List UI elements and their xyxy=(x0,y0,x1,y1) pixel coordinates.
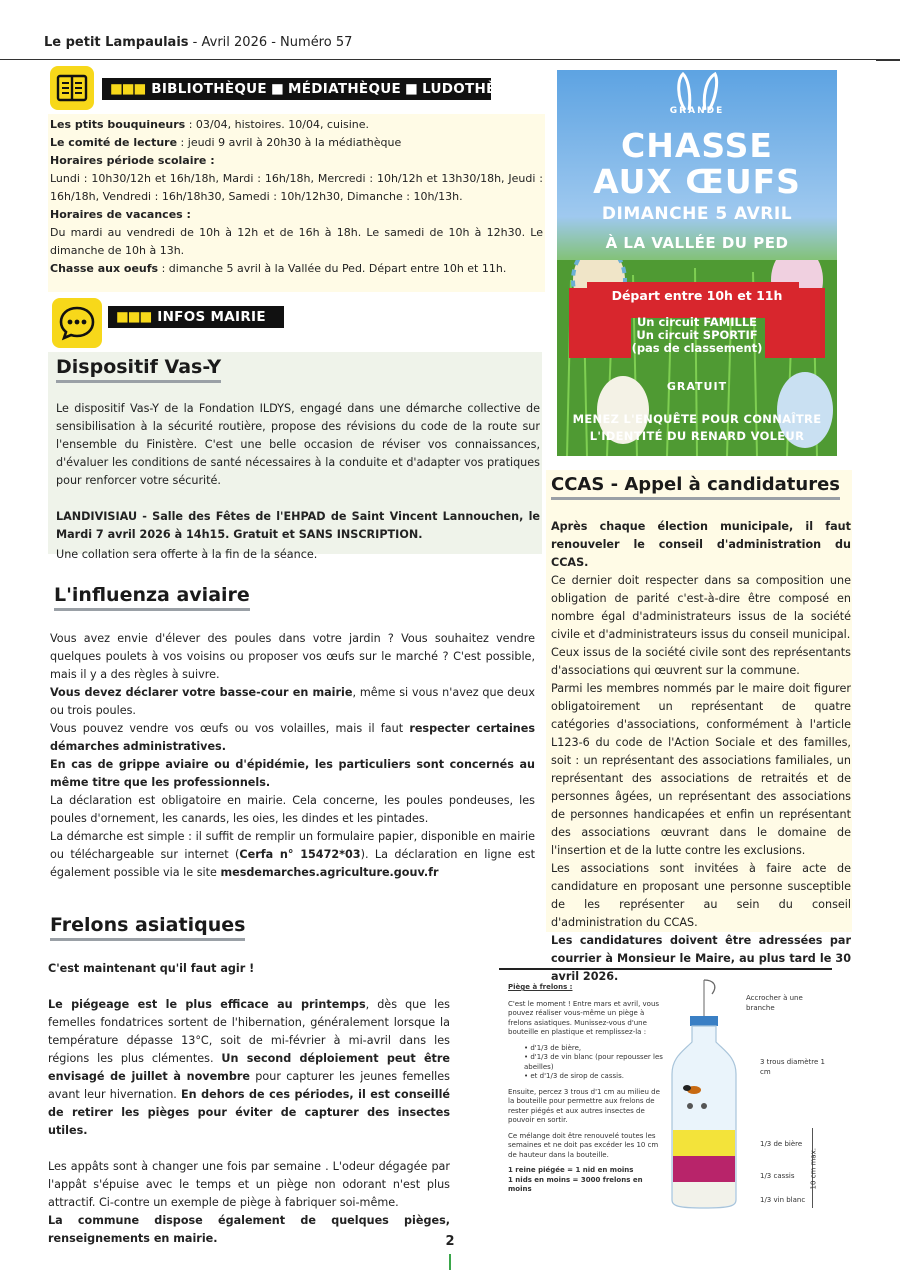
trap-label-wine: 1/3 vin blanc xyxy=(760,1196,806,1204)
frelons-p1 xyxy=(48,996,450,1140)
poster-circuit-sport: Un circuit SPORTIF xyxy=(636,328,758,342)
book-icon xyxy=(50,66,94,110)
holiday-hours-text: Du mardi au vendredi de 10h à 12h et de 16h à 18h. Le samedi de 10h à 12h30. Le dimanche de 10h à 13h. xyxy=(50,226,543,257)
influenza-p4: En cas de grippe aviaire ou d'épidémie, les particuliers sont concernés au même titre que les professionnels. xyxy=(50,758,535,789)
poster-small: GRANDE xyxy=(669,106,725,116)
frelons-p3: La commune dispose également de quelques pièges, renseignements en mairie. xyxy=(48,1214,450,1245)
school-hours-label: Horaires période scolaire : xyxy=(50,154,215,167)
trap-rule xyxy=(499,968,832,970)
trap-intro: C'est le moment ! Entre mars et avril, vous pouvez réaliser vous-même un piège à frelons asiatiques. Munissez-vous d'une bouteille en plastique et remplissez-la : xyxy=(508,999,660,1036)
trap-p4a: 1 reine piégée = 1 nid en moins xyxy=(508,1166,634,1174)
vas-y-event: LANDIVISIAU - Salle des Fêtes de l'EHPAD de Saint Vincent Lannouchen, le Mardi 7 avril 2026 à 14h15. Gratuit et SANS INSCRIPTION. xyxy=(56,510,540,541)
trap-item-2: • d'1/3 de vin blanc (pour repousser les abeilles) xyxy=(524,1053,663,1071)
influenza-p6-c: ). La déclaration en ligne est également possible via le site xyxy=(50,848,536,879)
cerfa-number: Cerfa n° 15472*03 xyxy=(239,848,361,861)
frelons-title: Frelons asiatiques xyxy=(50,914,245,941)
ccas-title-wrap xyxy=(551,474,840,500)
trap-item-2-text: d'1/3 de vin blanc (pour repousser les abeilles) xyxy=(524,1053,663,1071)
comite-label: Le comité de lecture xyxy=(50,136,178,149)
poster-place: À LA VALLÉE DU PED xyxy=(605,234,789,252)
trap-label-beer: 1/3 de bière xyxy=(760,1140,803,1148)
ccas-p1: Après chaque élection municipale, il faut renouveler le conseil d'administration du CCAS. xyxy=(551,520,851,569)
frelons-p1-b: , dès que les femelles fondatrices sortent de l'hibernation, généralement lorsque la température dépasse 13°C, soit de mi-février à mi-avril dans les régions les plus clémentes. xyxy=(48,998,450,1065)
trap-p3: Ce mélange doit être renouvelé toutes les semaines et ne doit pas excéder les 10 cm de hauteur dans la bouteille. xyxy=(508,1131,659,1159)
frelons-p2: Les appâts sont à changer une fois par semaine . L'odeur dégagée par l'appât s'épuise avec le temps et un piège non odorant n'est plus attractif. Ci-contre un exemple de piège à fabriquer soi-même. xyxy=(48,1160,450,1209)
influenza-p3-text: Vous pouvez vendre vos œufs ou vos volailles, mais il faut xyxy=(50,722,410,735)
bottle-illustration xyxy=(664,978,744,1210)
trap-p2: Ensuite, percez 3 trous d'1 cm au milieu de la bouteille pour permettre aux frelons de rester piégés et aux autres insectes de pouvoir en sortir. xyxy=(508,1087,660,1124)
influenza-p6 xyxy=(50,828,535,882)
ccas-p5: Les associations sont invitées à faire acte de candidature en proposant une personne susceptible de les représenter au sein du conseil d'administration du CCAS. xyxy=(551,862,851,929)
library-content xyxy=(50,116,543,278)
influenza-p2 xyxy=(50,684,535,720)
publication-name: Le petit Lampaulais xyxy=(44,35,189,50)
influenza-p6-a: La démarche est simple : il suffit de remplir un formulaire papier, disponible en mairie ou téléchargeable sur internet ( xyxy=(50,830,535,861)
page-number-mark xyxy=(449,1254,451,1270)
ccas-p4: Parmi les membres nommés par le maire doit figurer obligatoirement un représentant de quatre catégories d'associations, conformément à l'article L123-6 du code de l'Action Sociale et des familles, soit : un représentant des associations familiales, un représentant des associations de retraités et de personnes âgées, un représentant des associations de personnes handicapées et enfin un représentant des associations œuvrant dans le domaine de l'insertion et de la lutte contre les exclusions. xyxy=(551,682,851,857)
influenza-content xyxy=(50,630,535,882)
frelons-p1-a: Le piégeage est le plus efficace au printemps xyxy=(48,998,366,1011)
vas-y-intro: Le dispositif Vas-Y de la Fondation ILDYS, engagé dans une démarche collective de sensibilisation à la sécurité routière, propose des révisions du code de la route sur l'ensemble du Finistère. C'est une belle occasion de réviser vos connaissances, d'évaluer les conditions de santé nécessaires à la conduite et d'adapter vos pratiques pour renforcer votre sécurité. xyxy=(56,402,540,487)
frelons-p1-d: pour capturer les jeunes femelles avant leur hivernation. xyxy=(48,1070,450,1101)
ccas-p3: Ceux issus de la société civile sont des représentants d'associations qui œuvrent sur la commune. xyxy=(551,646,851,677)
poster-gratuit: GRATUIT xyxy=(666,380,728,393)
influenza-p3-bold: respecter certaines démarches administratives. xyxy=(50,722,535,753)
poster-circuit-family: Un circuit FAMILLE xyxy=(636,315,758,329)
influenza-title: L'influenza aviaire xyxy=(54,584,250,611)
banner-bibliotheque: BIBLIOTHÈQUE xyxy=(151,81,267,97)
banner-ludotheque: LUDOTHÈQUE xyxy=(422,81,529,97)
poster-enquete-1: MENEZ L'ENQUÊTE POUR CONNAÎTRE xyxy=(572,412,822,426)
comite-text: : jeudi 9 avril à 20h30 à la médiathèque xyxy=(177,136,402,149)
influenza-p5: La déclaration est obligatoire en mairie. Cela concerne, les poules pondeuses, les poules d'ornement, les canards, les oies, les dindes et les pintades. xyxy=(50,794,535,825)
frelons-content xyxy=(48,960,450,1248)
school-hours-text: Lundi : 10h30/12h et 16h/18h, Mardi : 16h/18h, Mercredi : 10h/12h et 13h30/18h, Jeudi : 16h/18h, Vendredi : 16h/18h30, Samedi : 10h/12h30, Dimanche : 10h/13h. xyxy=(50,172,543,203)
holiday-hours-label: Horaires de vacances : xyxy=(50,208,191,221)
trap-instructions xyxy=(508,983,666,1195)
trap-p4b: 1 nids en moins = 3000 frelons en moins xyxy=(508,1175,643,1193)
egg-hunt-label: Chasse aux oeufs xyxy=(50,262,159,275)
trap-item-3: • et d'1/3 de sirop de cassis. xyxy=(524,1072,624,1080)
ccas-title: CCAS - Appel à candidatures xyxy=(551,474,840,500)
bouquineurs-text: : 03/04, histoires. 10/04, cuisine. xyxy=(185,118,370,131)
trap-item-1-text: d'1/3 de bière, xyxy=(530,1043,582,1052)
trap-label-holes: 3 trous diamètre 1 cm xyxy=(760,1058,825,1076)
trap-item-1: • d'1/3 de bière, xyxy=(524,1043,582,1052)
influenza-p3 xyxy=(50,720,535,756)
mairie-banner: ■■■ INFOS MAIRIE xyxy=(108,306,284,328)
poster-date: DIMANCHE 5 AVRIL xyxy=(601,204,793,224)
poster-depart: Départ entre 10h et 11h xyxy=(611,288,783,303)
trap-item-3-text: et d'1/3 de sirop de cassis. xyxy=(530,1072,624,1080)
vas-y-content xyxy=(56,400,540,564)
header-rule xyxy=(0,59,900,60)
mairie-banner-label: INFOS MAIRIE xyxy=(157,309,266,325)
vas-y-title-wrap xyxy=(56,356,221,383)
bouquineurs-label: Les ptits bouquineurs xyxy=(50,118,186,131)
running-header xyxy=(44,35,352,50)
trap-heading: Piège à frelons : xyxy=(508,983,573,991)
trap-label-cassis: 1/3 cassis xyxy=(760,1172,795,1180)
frelons-p1-c: Un second déploiement peut être envisagé de juillet à novembre xyxy=(48,1052,450,1083)
header-rule-accent xyxy=(876,59,900,61)
website-link[interactable]: mesdemarches.agriculture.gouv.fr xyxy=(220,866,439,879)
poster-enquete-2: L'IDENTITÉ DU RENARD VOLEUR xyxy=(589,429,805,443)
library-banner: ■■■ BIBLIOTHÈQUE ■ MÉDIATHÈQUE ■ LUDOTHÈQUE xyxy=(102,78,491,100)
ccas-content xyxy=(551,518,851,986)
frelons-title-wrap xyxy=(50,914,245,941)
issue-info: - Avril 2026 - Numéro 57 xyxy=(192,35,353,50)
speech-bubble-icon xyxy=(52,298,102,348)
ccas-p6: Les candidatures doivent être adressées par courrier à Monsieur le Maire, au plus tard le 30 avril 2026. xyxy=(551,934,851,983)
ccas-p2: Ce dernier doit respecter dans sa composition une obligation de parité c'est-à-dire être composé en nombre égal d'administrateurs issus de la société civile et d'administrateurs issus du conseil municipal. xyxy=(551,574,851,641)
poster-title-line1: CHASSE xyxy=(621,126,773,165)
influenza-title-wrap xyxy=(54,584,250,611)
trap-label-hang: Accrocher à une branche xyxy=(746,994,803,1012)
influenza-p1: Vous avez envie d'élever des poules dans votre jardin ? Vous souhaitez vendre quelques poulets à vos voisins ou proposer vos œufs sur le marché ? C'est possible, mais il y a des règles à suivre. xyxy=(50,632,535,681)
vas-y-title: Dispositif Vas-Y xyxy=(56,356,221,383)
page-number: 2 xyxy=(445,1234,455,1249)
poster-title-line2: AUX ŒUFS xyxy=(593,162,801,201)
influenza-p2-bold: Vous devez déclarer votre basse-cour en mairie xyxy=(50,686,353,699)
poster-no-ranking: (pas de classement) xyxy=(631,341,763,355)
vas-y-collation: Une collation sera offerte à la fin de la séance. xyxy=(56,548,318,561)
egg-hunt-poster xyxy=(557,70,837,456)
influenza-p2-text: , même si vous n'avez que deux ou trois poules. xyxy=(50,686,535,717)
trap-label-height: 10 cm max. xyxy=(809,1148,818,1190)
egg-hunt-text: : dimanche 5 avril à la Vallée du Ped. Départ entre 10h et 11h. xyxy=(158,262,507,275)
frelons-p0: C'est maintenant qu'il faut agir ! xyxy=(48,962,255,975)
banner-mediatheque: MÉDIATHÈQUE xyxy=(288,81,402,97)
frelons-p1-e: En dehors de ces périodes, il est conseillé de retirer les pièges pour éviter de capturer des insectes utiles. xyxy=(48,1088,450,1137)
